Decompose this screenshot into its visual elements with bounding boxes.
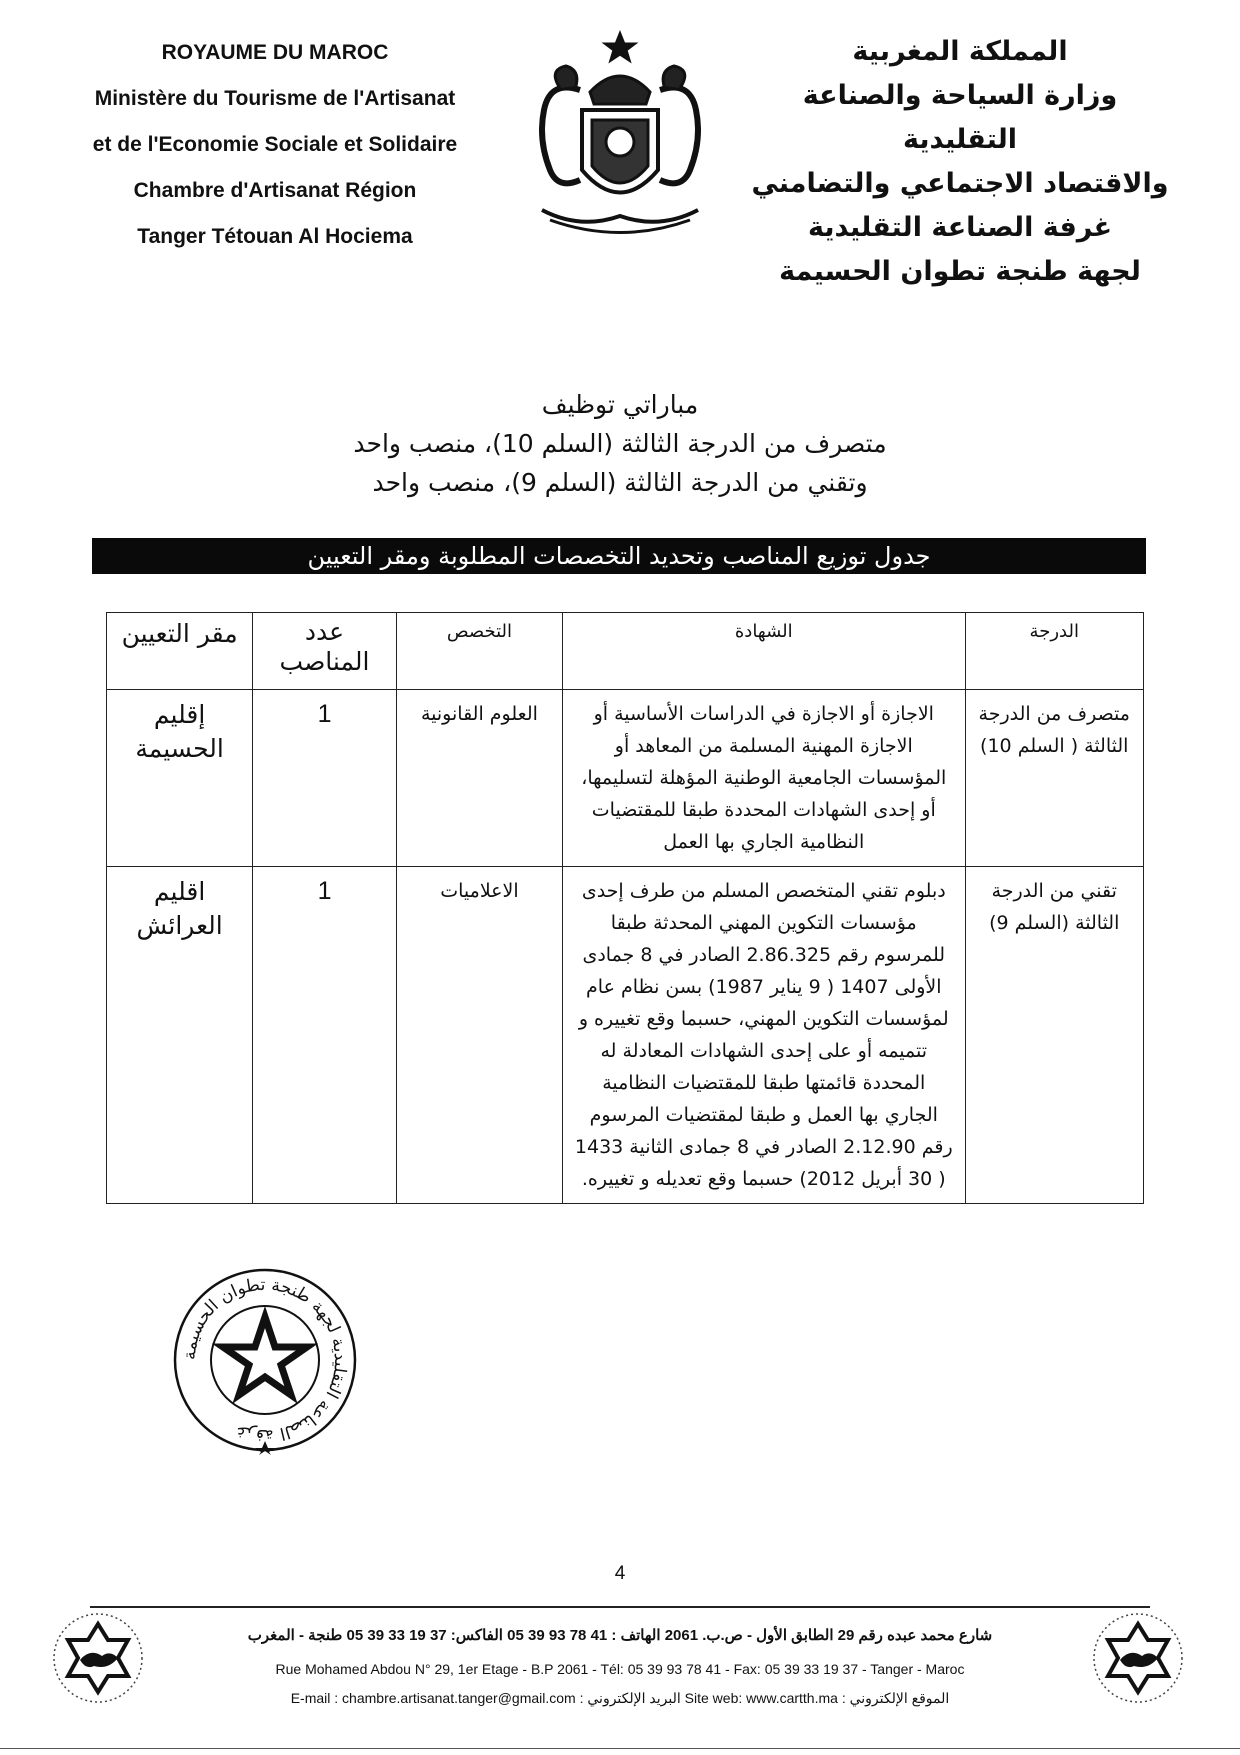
chamber-logo-icon: [50, 1610, 146, 1706]
ministry-name-fr-1: Ministère du Tourisme de l'Artisanat: [94, 87, 456, 110]
header-french: [40, 30, 510, 260]
official-stamp-icon: [170, 1265, 360, 1455]
document-title: [200, 385, 1040, 502]
title-line-3: وتقني من الدرجة الثالثة (السلم 9)، منصب واحد: [372, 468, 868, 497]
row-specialty: العلوم القانونية: [396, 690, 562, 867]
region-name-ar: لجهة طنجة تطوان الحسيمة: [779, 256, 1141, 287]
page-number: 4: [614, 1563, 626, 1584]
header-count: عدد المناصب: [253, 613, 397, 690]
row-location: اقليم العرائش: [107, 867, 253, 1204]
row-count: 1: [253, 867, 397, 1204]
table-row: [107, 867, 1144, 1204]
row-certificate: دبلوم تقني المتخصص المسلم من طرف إحدى مؤسسات التكوين المهني المحدثة طبقا للمرسوم رقم 2.86.325 الصادر في 8 جمادى الأولى 1407 ( 9 يناير 1987) بسن نظام عام لمؤسسات التكوين المهني، حسبما وقع تغييره و تتميمه أو على إحدى الشهادات المعادلة له المحددة قائمتها طبقا للمقتضيات النظامية الجاري بها العمل و طبقا لمقتضيات المرسوم رقم 2.12.90 الصادر في 8 جمادى الثانية 1433 ( 30 أبريل 2012) حسبما وقع تعديله و تغييره.: [563, 867, 965, 1204]
title-line-2: متصرف من الدرجة الثالثة (السلم 10)، منصب واحد: [353, 429, 887, 458]
footer-divider: [90, 1606, 1150, 1608]
region-name-fr: Tanger Tétouan Al Hociema: [137, 225, 413, 248]
ministry-name-fr-2: et de l'Economie Sociale et Solidaire: [92, 133, 458, 156]
chamber-name-fr: Chambre d'Artisanat Région: [133, 179, 417, 202]
stamp-text: غرفة الصناعة التقليدية لجهة طنجة تطوان الحسيمة: [179, 1274, 351, 1446]
footer-address-ar: شارع محمد عبده رقم 29 الطابق الأول - ص.ب. 2061 الهاتف : 41 78 93 39 05 الفاكس: 37 19 33 39 05 طنجة - المغرب: [247, 1627, 993, 1644]
row-grade: تقني من الدرجة الثالثة (السلم 9): [965, 867, 1144, 1204]
footer-contact: E-mail : chambre.artisanat.tanger@gmail.com : البريد الإلكتروني Site web: www.cartth.ma : الموقع الإلكتروني: [290, 1690, 950, 1706]
page-bottom-line: [0, 1748, 1240, 1749]
header-certificate: الشهادة: [563, 613, 965, 690]
footer-address-fr: Rue Mohamed Abdou N° 29, 1er Etage - B.P 2061 - Tél: 05 39 93 78 41 - Fax: 05 39 33 19 37 - Tanger - Maroc: [275, 1661, 965, 1677]
row-grade: متصرف من الدرجة الثالثة ( السلم 10): [965, 690, 1144, 867]
table-header-row: [107, 613, 1144, 690]
header-arabic: [750, 30, 1170, 294]
row-certificate: الاجازة أو الاجازة في الدراسات الأساسية أو الاجازة المهنية المسلمة من المعاهد أو المؤسسات الجامعية الوطنية المؤهلة لتسليمها، أو إحدى الشهادات المحددة طبقا للمقتضيات النظامية الجاري بها العمل: [563, 690, 965, 867]
title-line-1: مباراتي توظيف: [541, 390, 699, 419]
svg-text:غرفة الصناعة التقليدية لجهة طن: [180, 1275, 350, 1445]
royal-emblem-icon: [520, 30, 720, 240]
ministry-name-ar-2: والاقتصاد الاجتماعي والتضامني: [751, 168, 1169, 199]
row-specialty: الاعلاميات: [396, 867, 562, 1204]
chamber-logo-icon: [1090, 1610, 1186, 1706]
header-specialty: التخصص: [396, 613, 562, 690]
kingdom-name-fr: ROYAUME DU MAROC: [161, 41, 389, 64]
chamber-name-ar: غرفة الصناعة التقليدية: [807, 212, 1113, 243]
section-banner: جدول توزيع المناصب وتحديد التخصصات المطلوبة ومقر التعيين: [92, 538, 1146, 574]
header-location: مقر التعيين: [107, 613, 253, 690]
kingdom-name-ar: المملكة المغربية: [852, 36, 1068, 67]
row-count: 1: [253, 690, 397, 867]
row-location: إقليم الحسيمة: [107, 690, 253, 867]
header-grade: الدرجة: [965, 613, 1144, 690]
ministry-name-ar-1: وزارة السياحة والصناعة التقليدية: [802, 80, 1118, 155]
positions-table: [106, 612, 1144, 1204]
table-row: [107, 690, 1144, 867]
